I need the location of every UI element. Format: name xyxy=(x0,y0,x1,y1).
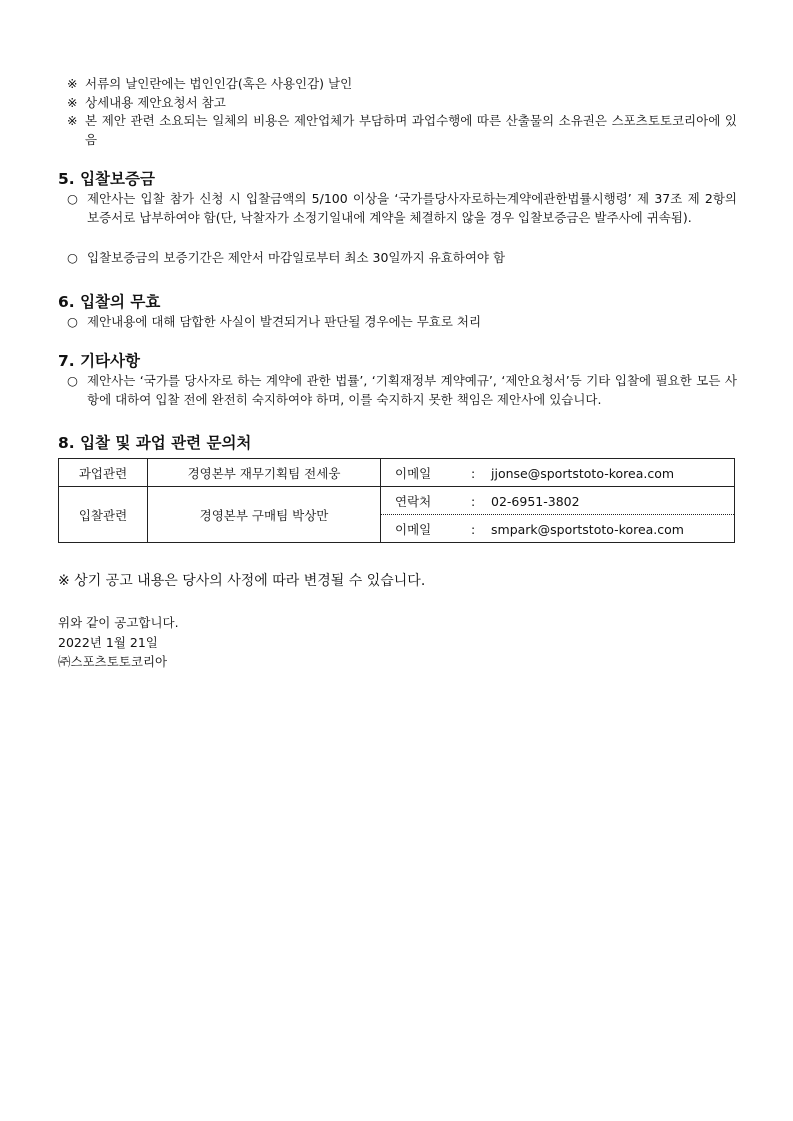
announcement-date: 2022년 1월 21일 xyxy=(58,635,158,650)
section-heading-bid-invalidity: 6. 입찰의 무효 xyxy=(58,293,161,311)
contact-email[interactable]: jjonse@sportstoto-korea.com xyxy=(491,465,675,481)
note-cost-ownership: ※ 본 제안 관련 소요되는 일체의 비용은 제안업체가 부담하며 과업수행에 따른 산출물의 소유권은 스포츠토토코리아에 있음 xyxy=(67,113,737,147)
contact-category: 입찰관련 xyxy=(59,487,148,543)
note-seal: ※ 서류의 날인란에는 법인인감(혹은 사용인감) 날인 xyxy=(67,76,353,91)
contact-separator: : xyxy=(471,493,476,509)
contact-table xyxy=(58,458,735,543)
other-matters-item-1: ○ 제안사는 ‘국가를 당사자로 하는 계약에 관한 법률’, ‘기획재정부 계약예규’, ‘제안요청서’등 기타 입찰에 필요한 모든 사항에 대하여 입찰 전에 완전히 숙지하여야 하며, 이를 숙지하지 못한 책임은 제안사에 있습니다. xyxy=(67,373,737,407)
contact-phone: 02-6951-3802 xyxy=(491,493,580,509)
section-heading-other-matters: 7. 기타사항 xyxy=(58,352,140,370)
contact-separator: : xyxy=(471,465,476,481)
note-reference: ※ 상세내용 제안요청서 참고 xyxy=(67,95,226,110)
contact-email-cell xyxy=(381,515,735,543)
section-heading-bid-bond: 5. 입찰보증금 xyxy=(58,170,155,188)
contact-separator: : xyxy=(471,521,476,537)
bid-invalidity-item-1: ○ 제안내용에 대해 담합한 사실이 발견되거나 판단될 경우에는 무효로 처리 xyxy=(67,314,482,329)
company-name: ㈜스포츠토토코리아 xyxy=(58,654,168,669)
table-row xyxy=(59,487,735,515)
contact-person: 경영본부 구매팀 박상만 xyxy=(148,487,381,543)
table-row xyxy=(59,459,735,487)
contact-category: 과업관련 xyxy=(59,459,148,487)
contact-phone-cell xyxy=(381,487,735,515)
bid-bond-item-2: ○ 입찰보증금의 보증기간은 제안서 마감일로부터 최소 30일까지 유효하여야 함 xyxy=(67,250,506,265)
contact-person: 경영본부 재무기획팀 전세웅 xyxy=(148,459,381,487)
contact-email-label: 이메일 xyxy=(395,465,432,481)
contact-email[interactable]: smpark@sportstoto-korea.com xyxy=(491,521,684,537)
contact-email-cell xyxy=(381,459,735,487)
change-notice: ※ 상기 공고 내용은 당사의 사정에 따라 변경될 수 있습니다. xyxy=(58,573,426,589)
bid-bond-item-1: ○ 제안사는 입찰 참가 신청 시 입찰금액의 5/100 이상을 ‘국가를당사자로하는계약에관한법률시행령’ 제 37조 제 2항의 보증서로 납부하여야 함(단, 낙찰자가 소정기일내에 계약을 체결하지 않을 경우 입찰보증금은 발주사에 귀속됨). xyxy=(67,191,737,225)
contact-phone-label: 연락처 xyxy=(395,493,432,509)
closing-statement: 위와 같이 공고합니다. xyxy=(58,615,179,630)
contact-email-label: 이메일 xyxy=(395,521,432,537)
section-heading-contacts: 8. 입찰 및 과업 관련 문의처 xyxy=(58,434,252,452)
